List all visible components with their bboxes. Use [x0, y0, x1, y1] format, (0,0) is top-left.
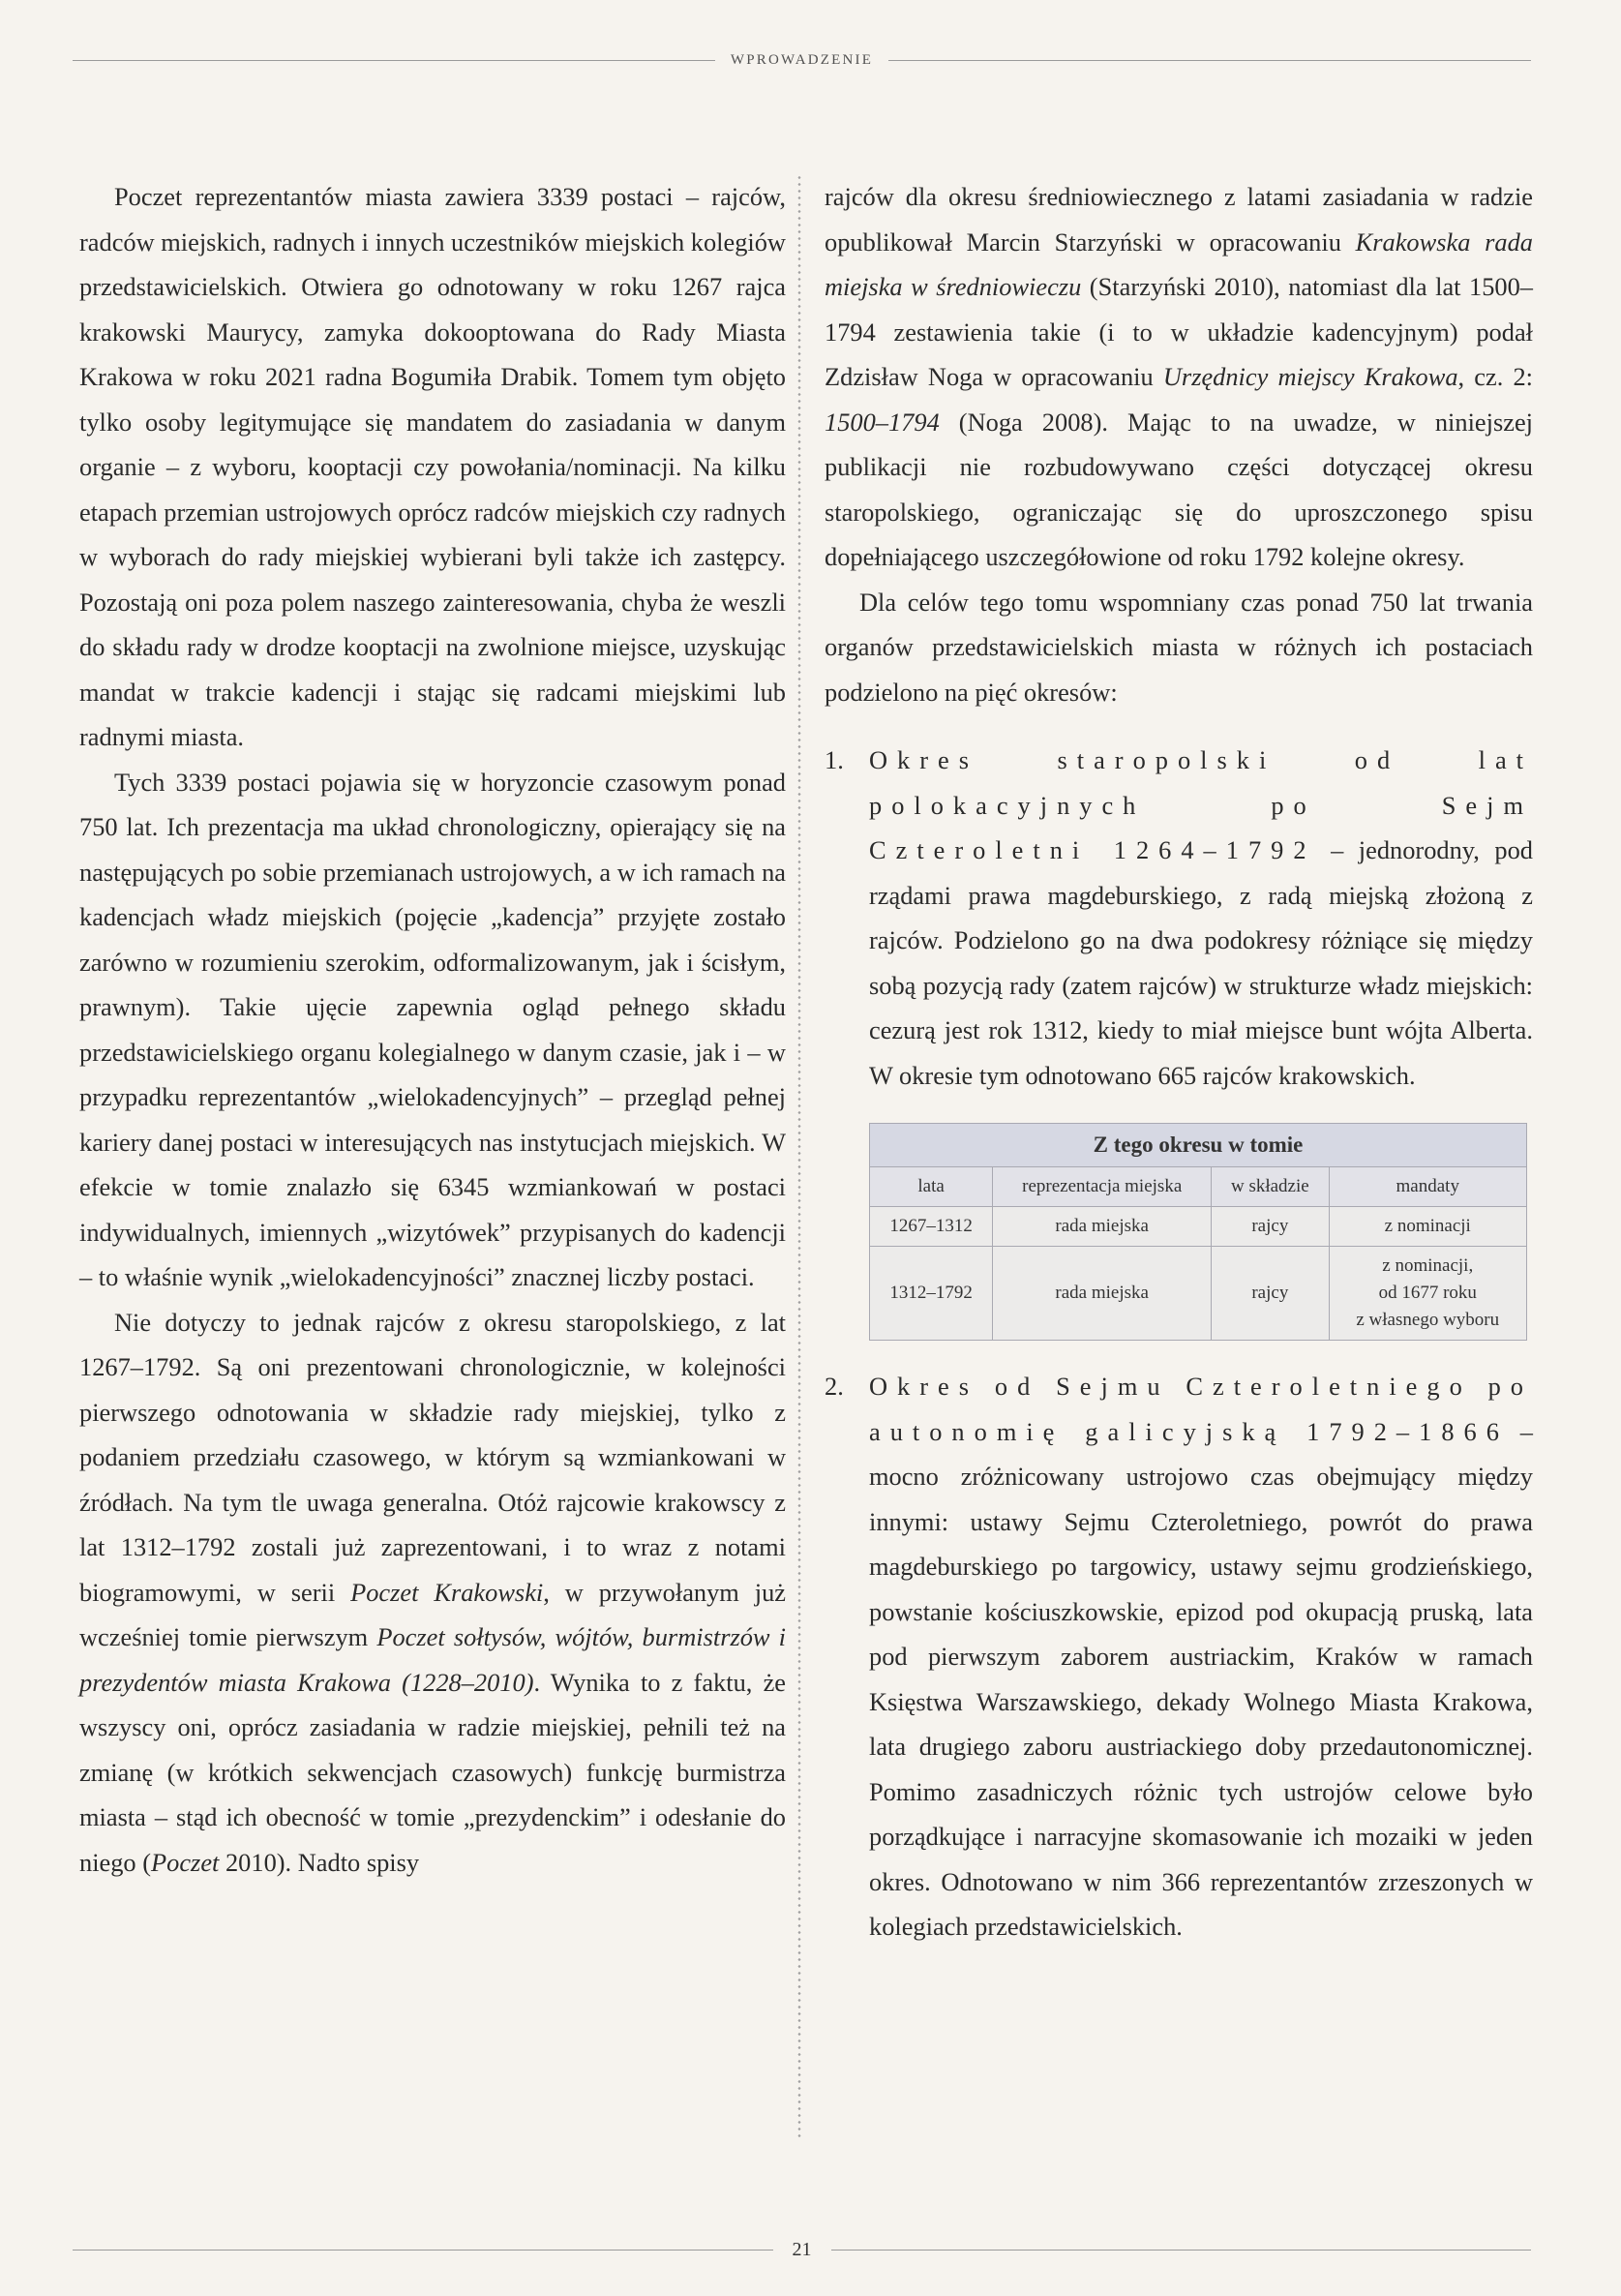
period-summary-table — [869, 1123, 1527, 1341]
running-header — [73, 48, 1531, 72]
table-header-cell: lata — [870, 1167, 993, 1207]
italic-title: Poczet Krakowski — [350, 1577, 544, 1607]
column-divider-dotted — [795, 174, 804, 2139]
italic-title: Urzędnicy miejscy Krakowa — [1162, 362, 1458, 391]
table-cell: 1267–1312 — [870, 1207, 993, 1247]
italic-title: 1500–1794 — [825, 407, 940, 437]
italic-title: Krakowska rada miejska w średniowieczu — [825, 227, 1533, 301]
right-column — [825, 174, 1533, 1949]
italic-title: Poczet sołtysów, wójtów, burmistrzów i prezydentów miasta Krakowa (1228–2010) — [79, 1622, 786, 1697]
paragraph-2: Tych 3339 postaci pojawia się w horyzoncie czasowym ponad 750 lat. Ich prezentacja ma układ chronologiczny, opierający się na następujących po sobie przemianach ustrojowych, a w ich ramach na kadencjach władz miejskich (pojęcie „kadencja” przyjęte zostało zarówno w rozumieniu szerokim, odformalizowanym, jak i ścisłym, prawnym). Takie ujęcie zapewnia ogląd pełnego składu przedstawicielskiego organu kolegialnego w danym czasie, jak i – w przypadku reprezentantów „wielokadencyjnych” – przegląd pełnej kariery danej postaci w interesujących nas instytucjach miejskich. W efekcie w tomie znalazło się 6345 wzmiankowań w postaci indywidualnych, imiennych „wizytówek” przypisanych do kadencji – to właśnie wynik „wielokadencyjności” znacznej liczby postaci. — [79, 767, 786, 1291]
table-header-cell: mandaty — [1329, 1167, 1527, 1207]
left-column — [79, 174, 786, 1885]
table-cell: rada miejska — [993, 1207, 1212, 1247]
table-cell: rajcy — [1212, 1247, 1329, 1341]
list-item-period-2 — [825, 1364, 1533, 1949]
header-rule-left — [73, 60, 715, 61]
page-number: 21 — [792, 2238, 812, 2260]
table-cell: z nominacji, od 1677 roku z własnego wyboru — [1329, 1247, 1527, 1341]
table-cell: 1312–1792 — [870, 1247, 993, 1341]
period-description: – mocno zróżnicowany ustrojowo czas obejmujący między innymi: ustawy Sejmu Czteroletniego, powrót do prawa magdeburskiego po targowicy, ustawy sejmu grodzieńskiego, powstanie kościuszkowskie, epizod pod okupacją pruską, lata pod pierwszym zaborem austriackim, Kraków w ramach Księstwa Warszawskiego, dekady Wolnego Miasta Krakowa, lata drugiego zaboru austriackiego doby przedautonomicznej. Pomimo zasadniczych różnic tych ustrojów celowe było porządkujące i narracyjne skomasowanie ich mozaiki w jeden okres. Odnotowano w nim 366 reprezentantów zrzeszonych w kolegiach przedstawicielskich. — [869, 1416, 1533, 1941]
footer-rule-right — [831, 2250, 1532, 2251]
running-header-title: WPROWADZENIE — [730, 51, 874, 68]
period-heading: Okres staropolski od lat polokacyjnych po Sejm Czteroletni 1264–1792 — [869, 745, 1533, 864]
paragraph-1: Poczet reprezentantów miasta zawiera 3339 postaci – rajców, radców miejskich, radnych i innych uczestników miejskich kolegiów przedstawicielskich. Otwiera go odnotowany w roku 1267 rajca krakowski Maurycy, zamyka dokooptowana do Rady Miasta Krakowa w roku 2021 radna Bogumiła Drabik. Tomem tym objęto tylko osoby legitymujące się mandatem do zasiadania w danym organie – z wyboru, kooptacji czy powołania/nominacji. Na kilku etapach przemian ustrojowych oprócz radców miejskich czy radnych w wyborach do rady miejskiej wybierani byli także ich zastępcy. Pozostają oni poza polem naszego zainteresowania, chyba że weszli do składu rady w drodze kooptacji na zwolnione miejsce, uzyskując mandat w trakcie kadencji i stając się radcami miejskimi lub radnymi miasta. — [79, 182, 786, 751]
page-footer — [73, 2238, 1531, 2261]
paragraph-continued: rajców dla okresu średniowiecznego z latami zasiadania w radzie opublikował Marcin Starzyński w opracowaniu Krakowska rada miejska w średniowieczu (Starzyński 2010), natomiast dla lat 1500–1794 zestawienia takie (i to w układzie kadencyjnym) podał Zdzisław Noga w opracowaniu Urzędnicy miejscy Krakowa, cz. 2: 1500–1794 (Noga 2008). Mając to na uwadze, w niniejszej publikacji nie rozbudowywano części dotyczącej okresu staropolskiego, ograniczając się do uproszczonego spisu dopełniającego uszczegółowione od roku 1792 kolejne okresy. — [825, 182, 1533, 571]
period-heading: Okres od Sejmu Czteroletniego po autonomię galicyjską 1792–1866 — [869, 1372, 1533, 1446]
italic-title: Poczet — [151, 1847, 220, 1877]
paragraph-3: Nie dotyczy to jednak rajców z okresu staropolskiego, z lat 1267–1792. Są oni prezentowani chronologicznie, w kolejności pierwszego odnotowania w składzie rady miejskiej, tylko z podaniem przedziału czasowego, w którym są wzmiankowani w źródłach. Na tym tle uwaga generalna. Otóż rajcowie krakowscy z lat 1312–1792 zostali już zaprezentowani, i to wraz z notami biogramowymi, w serii Poczet Krakowski, w przywołanym już wcześniej tomie pierwszym Poczet sołtysów, wójtów, burmistrzów i prezydentów miasta Krakowa (1228–2010). Wynika to z faktu, że wszyscy oni, oprócz zasiadania w radzie miejskiej, pełnili też na zmianę (w krótkich sekwencjach czasowych) funkcję burmistrza miasta – stąd ich obecność w tomie „prezydenckim” i odesłanie do niego (Poczet 2010). Nadto spisy — [79, 1307, 786, 1877]
header-rule-right — [888, 60, 1531, 61]
table-cell: z nominacji — [1329, 1207, 1527, 1247]
list-number: 2. — [825, 1372, 844, 1401]
period-description: – jednorodny, pod rządami prawa magdeburskiego, z radą miejską złożoną z rajców. Podzielono go na dwa podokresy różniące się między sobą pozycją rady (zatem rajców) w strukturze władz miejskich: cezurą jest rok 1312, kiedy to miał miejsce bunt wójta Alberta. W okresie tym odnotowano 665 rajców krakowskich. — [869, 835, 1533, 1090]
list-item-period-1 — [825, 738, 1533, 1098]
table-cell: rada miejska — [993, 1247, 1212, 1341]
footer-rule-left — [73, 2250, 773, 2251]
table-row — [870, 1247, 1527, 1341]
table-header-cell: reprezentacja miejska — [993, 1167, 1212, 1207]
list-number: 1. — [825, 745, 844, 774]
table-row — [870, 1207, 1527, 1247]
table-caption: Z tego okresu w tomie — [870, 1124, 1527, 1167]
paragraph-periods-intro: Dla celów tego tomu wspomniany czas ponad 750 lat trwania organów przedstawicielskich miasta w różnych ich postaciach podzielono na pięć okresów: — [825, 587, 1533, 707]
table-cell: rajcy — [1212, 1207, 1329, 1247]
table-header-cell: w składzie — [1212, 1167, 1329, 1207]
